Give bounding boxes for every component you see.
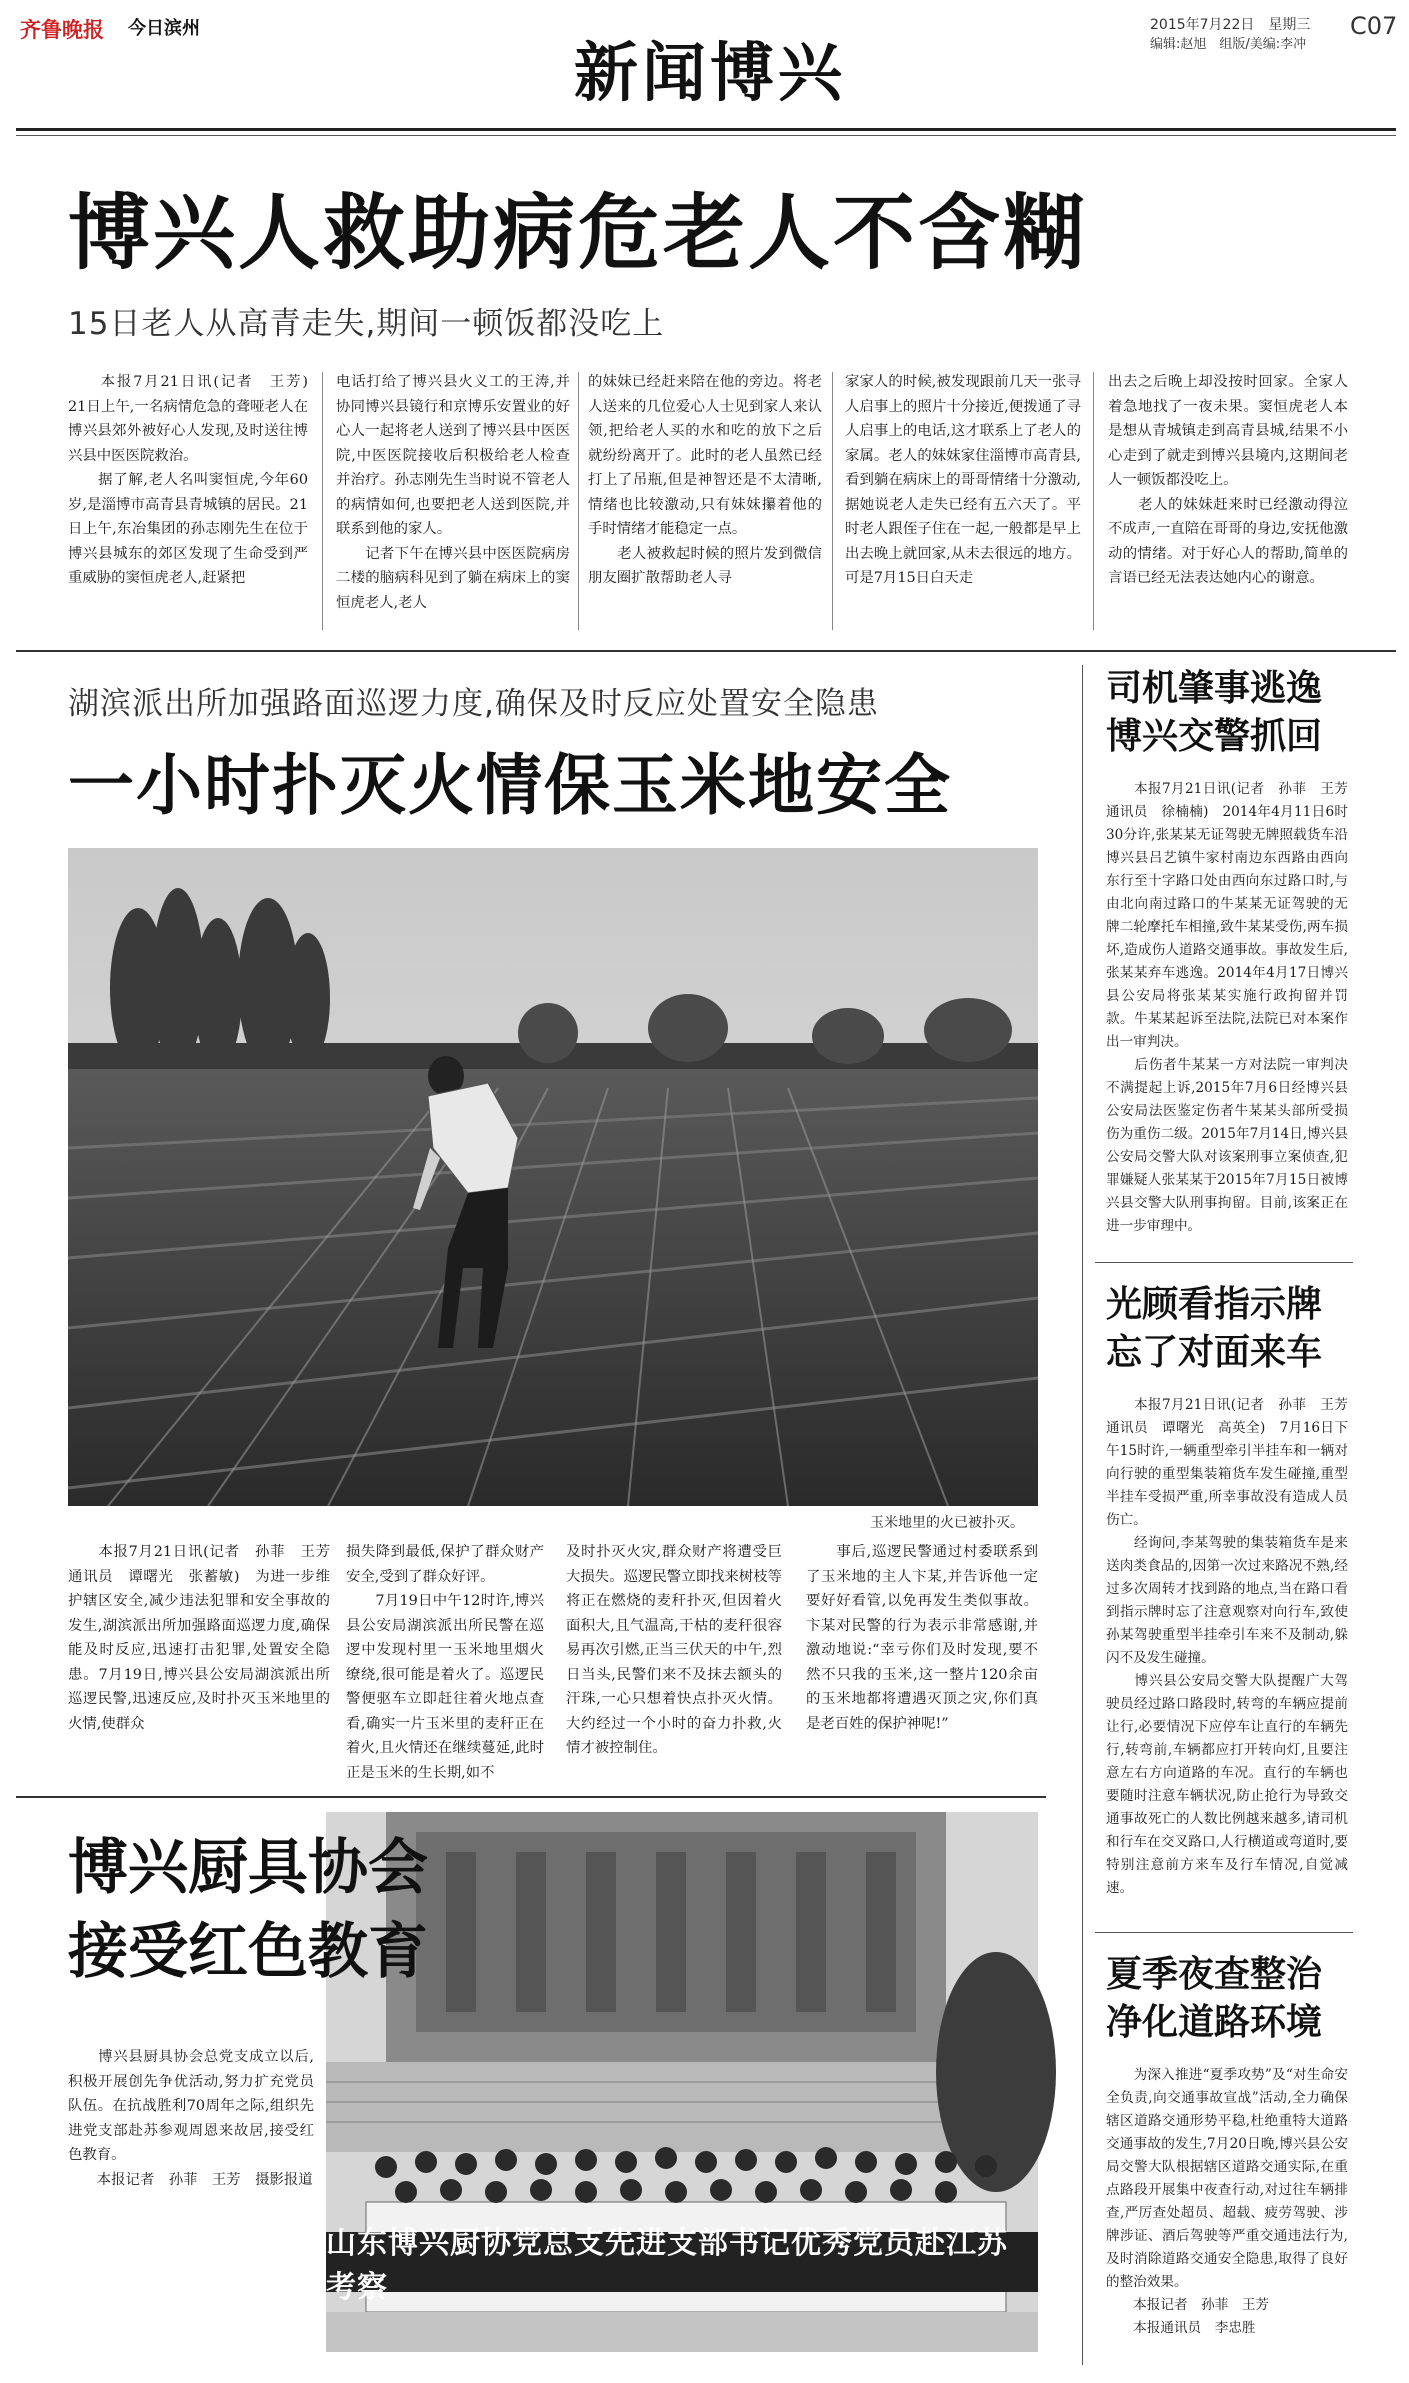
cornfield-photo [68,848,1038,1506]
sidebar-divider [1082,665,1083,2365]
side3-headline-line2: 净化道路环境 [1106,2002,1323,2043]
story2-col-1: 本报7月21日讯(记者 孙菲 王芳 通讯员 谭曙光 张蓄敏) 为进一步维护辖区安全,减少违法犯罪和安全事故的发生,湖滨派出所加强路面巡逻力度,确保能及时反应,迅速打击犯罪,处置安全隐患。7月19日,博兴县公安局湖滨派出所巡逻民警,迅速反应,及时扑灭玉米地里的火情,使群众 [68,1544,345,1732]
story1-headline: 博兴人救助病危老人不含糊 [68,186,1089,281]
group-photo [326,1812,1038,2352]
group-photo-banner: 山东博兴厨协党总支先进支部书记优秀党员赴江苏考察 [326,2226,1008,2305]
side3-headline-line1: 夏季夜查整治 [1106,1954,1323,1995]
story2-col-4: 事后,巡逻民警通过村委联系到了玉米地的主人卞某,并告诉他一定要好好看管,以免再发生类似事故。卞某对民警的行为表示非常感谢,并激动地说:“幸亏你们及时发现,要不然不只我的玉米,这一整片120余亩的玉米地都将遭遇灭顶之灾,你们真是老百姓的保护神呢!” [806,1544,1038,1732]
story2-headline: 一小时扑灭火情保玉米地安全 [68,747,952,824]
header-rule [16,128,1396,131]
section-tag: 今日滨州 [128,18,200,39]
side3-body: 为深入推进“夏季攻势”及“对生命安全负责,向交通事故宣战”活动,全力确保辖区道路交通形势平稳,杜绝重特大道路交通事故的发生,7月20日晚,博兴县公安局交警大队根据辖区道路交通实际,在重点路段开展集中夜查行动,对过往车辆排查,严厉查处超员、超载、疲劳驾驶、涉牌涉证、酒后驾驶等严重交通违法行为,及时消除道路交通安全隐患,取得了良好的整治效果。 本报记者 孙菲 王芳 本报通讯员 李忠胜 [1106,2067,1348,2336]
side2-body: 本报7月21日讯(记者 孙菲 王芳 通讯员 谭曙光 高英全) 7月16日下午15时许,一辆重型牵引半挂车和一辆对向行驶的重型集装箱货车发生碰撞,重型半挂车受损严重,所幸事故没有造成人员伤亡。 经询问,李某驾驶的集装箱货车是来送肉类食品的,因第一次过来路况不熟,经过多次周转才找到路的地点,当在路口看到指示牌时忘了注意观察对向行车,致使孙某驾驶重型半挂牵引车来不及制动,躲闪不及发生碰撞。 博兴县公安局交警大队提醒广大驾驶员经过路口路段时,转弯的车辆应提前让行,必要情况下应停车让直行的车辆先行,转弯前,车辆都应打开转向灯,且要注意左右方向道路的车况。直行的车辆也要随时注意车辆状况,防止抢行为导致交通事故死亡的人数比例越来越多,请司机和行车在交叉路口,人行横道或弯道时,要特别注意前方来车及行车情况,自觉减速。 [1106,1397,1348,1896]
section-divider [16,650,1396,652]
story1-col-5: 出去之后晚上却没按时回家。全家人着急地找了一夜未果。窦恒虎老人本是想从青城镇走到高青县城,结果不小心走到了就走到博兴县境内,这期间老人一顿饭都没吃上。 老人的妹妹赶来时已经激动得泣不成声,一直陪在哥哥的身边,安抚他激动的情绪。对于好心人的帮助,简单的言语已经无法表达她内心的谢意。 [1108,374,1348,586]
story1-col-1: 本报7月21日讯(记者 王芳) 21日上午,一名病情危急的聋哑老人在博兴县郊外被好心人发现,及时送往博兴县中医医院救治。 据了解,老人名叫窦恒虎,今年60岁,是淄博市高青县青城镇的居民。21日上午,东冶集团的孙志刚先生在位于博兴县城东的郊区发现了生命受到严重威胁的窦恒虎老人,赶紧把 [68,374,308,586]
story1-col-4: 家家人的时候,被发现跟前几天一张寻人启事上的照片十分接近,便拨通了寻人启事上的电话,这才联系上了老人的家属。老人的妹妹家住淄博市高青县,看到躺在病床上的哥哥情绪十分激动,据她说老人走失已经有五六天了。平时老人跟侄子住在一起,一般都是早上出去晚上就回家,从未去很远的地方。可是7月15日白天走 [845,374,1081,586]
side2-headline-line1: 光顾看指示牌 [1106,1284,1323,1325]
side1-headline-line2: 博兴交警抓回 [1106,716,1323,757]
side1-body: 本报7月21日讯(记者 孙菲 王芳 通讯员 徐楠楠) 2014年4月11日6时30分许,张某某无证驾驶无牌照载货车沿博兴县吕艺镇牛家村南边东西路由西向东行至十字路口处由西向东过路口时,与由北向南过路口的牛某某无证驾驶的无牌二轮摩托车相撞,致牛某某受伤,两车损坏,造成伤人道路交通事故。事故发生后,张某某弃车逃逸。2014年4月17日博兴县公安局将张某某实施行政拘留并罚款。牛某某起诉至法院,法院已对本案作出一审判决。 后伤者牛某某一方对法院一审判决不满提起上诉,2015年7月6日经博兴县公安局法医鉴定伤者牛某某头部所受损伤为重伤二级。2015年7月14日,博兴县公安局交警大队对该案刑事立案侦查,犯罪嫌疑人张某某于2015年7月15日被博兴县交警大队刑事拘留。目前,该案正在进一步审理中。 [1106,781,1348,1234]
story3-headline-line2: 接受红色教育 [68,1917,428,1987]
newspaper-brand: 齐鲁晚报 [20,17,104,42]
column-divider [1093,372,1094,630]
side1-headline-line1: 司机肇事逃逸 [1106,668,1323,709]
photo-caption: 玉米地里的火已被扑灭。 [870,1515,1024,1531]
story2-col-2: 损失降到最低,保护了群众财产安全,受到了群众好评。 7月19日中午12时许,博兴县公安局湖滨派出所民警在巡逻中发现村里一玉米地里烟火缭绕,很可能是着火了。巡逻民警便驱车立即赶往着火地点查看,确实一片玉米里的麦秆正在着火,且火情还在继续蔓延,此时正是玉米的生长期,如不 [346,1544,544,1781]
header-rule-thin [16,135,1396,136]
story1-col-3: 的妹妹已经赶来陪在他的旁边。将老人送来的几位爱心人士见到家人来认领,把给老人买的水和吃的放下之后就纷纷离开了。此时的老人虽然已经打上了吊瓶,但是神智还是不太清晰,情绪也比较激动,只有妹妹攥着他的手时情绪才能稳定一点。 老人被救起时候的照片发到微信朋友圈扩散帮助老人寻 [588,374,822,586]
column-divider [832,372,833,630]
story1-col-2: 电话打给了博兴县火义工的王涛,并协同博兴县镜行和京博乐安置业的好心人一起将老人送到了博兴县中医医院,中医医院接收后积极给老人检查并治疗。孙志刚先生当时说不管老人的病情如何,也要把老人送到医院,并联系到他的家人。 记者下午在博兴县中医医院病房二楼的脑病科见到了躺在病床上的窦恒虎老人,老人 [336,374,570,611]
story3-body: 博兴县厨具协会总党支成立以后,积极开展创先争优活动,努力扩充党员队伍。在抗战胜利70周年之际,组织先进党支部赴苏参观周恩来故居,接受红色教育。 本报记者 孙菲 王芳 摄影报道 [68,2049,314,2188]
story2-kicker: 湖滨派出所加强路面巡逻力度,确保及时反应处置安全隐患 [68,686,879,722]
page-masthead: 新闻博兴 [574,36,846,111]
section-divider [16,1796,1046,1798]
column-divider [578,372,579,630]
side-divider [1095,1262,1353,1263]
cornfield-photo-image [68,848,1038,1506]
side2-headline-line2: 忘了对面来车 [1106,1332,1323,1373]
page-number: C07 [1350,12,1398,40]
story2-col-3: 及时扑灭火灾,群众财产将遭受巨大损失。巡逻民警立即找来树枝等将正在燃烧的麦秆扑灭,但因着火面积大,且气温高,干枯的麦秆很容易再次引燃,正当三伏天的中午,烈日当头,民警们来不及抹去额头的汗珠,一心只想着快点扑灭火情。大约经过一个小时的奋力扑救,火情才被控制住。 [566,1544,782,1756]
column-divider [322,372,323,630]
side-divider [1095,1932,1353,1933]
editors-line: 编辑:赵旭 组版/美编:李冲 [1150,37,1307,52]
story3-headline-line1: 博兴厨具协会 [68,1833,428,1903]
story1-subhead: 15日老人从高青走失,期间一顿饭都没吃上 [68,306,665,342]
date-line: 2015年7月22日 星期三 [1150,17,1311,33]
